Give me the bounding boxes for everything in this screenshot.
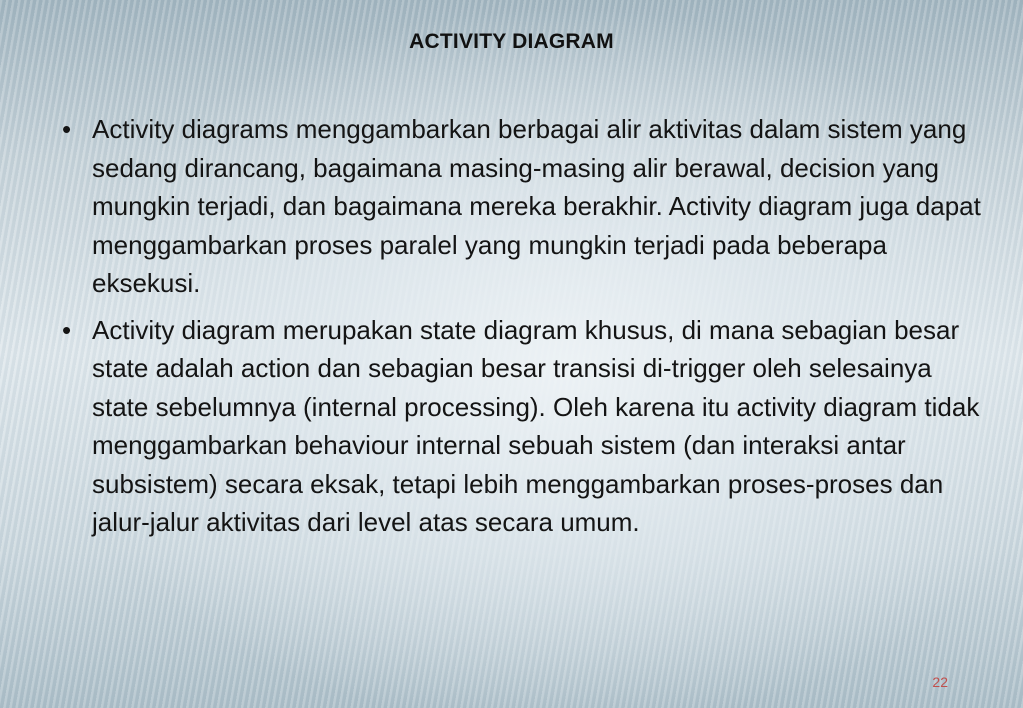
bullet-dot-icon: • — [62, 114, 72, 144]
bullet-text: Activity diagram merupakan state diagram khusus, di mana sebagian besar state adalah action dan sebagian besar transisi di-trigger oleh selesainya state sebelumnya (internal processing). Oleh karena itu activity diagram tidak menggambarkan behaviour internal sebuah sistem (dan interaksi antar subsistem) secara eksak, tetapi lebih menggambarkan proses-proses dan jalur-jalur aktivitas dari level atas secara umum. — [92, 314, 980, 537]
bullet-dot-icon: • — [62, 314, 72, 345]
bullet-item — [60, 311, 985, 542]
slide-title: ACTIVITY DIAGRAM — [409, 30, 614, 53]
bullet-list — [60, 110, 985, 550]
page-number: 22 — [932, 674, 948, 690]
bullet-item — [60, 110, 985, 303]
bullet-text: Activity diagrams menggambarkan berbagai alir aktivitas dalam sistem yang sedang dirancang, bagaimana masing-masing alir berawal, decision yang mungkin terjadi, dan bagaimana mereka berakhir. Activity diagram juga dapat menggambarkan proses paralel yang mungkin terjadi pada beberapa eksekusi. — [92, 114, 981, 298]
